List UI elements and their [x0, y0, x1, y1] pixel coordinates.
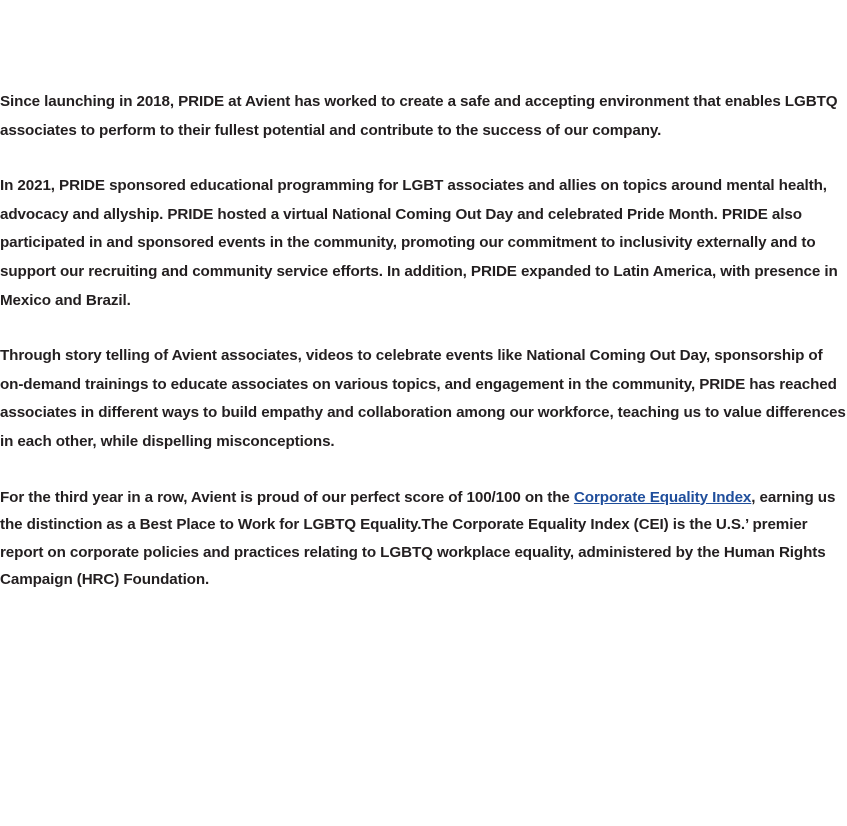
- paragraph-2021-programming: In 2021, PRIDE sponsored educational programming for LGBT associates and allies on topics around mental health, advocacy and allyship. PRIDE hosted a virtual National Coming Out Day and celebrated Pride Month. PRIDE also participated in and sponsored events in the community, promoting our commitment to inclusivity externally and to support our recruiting and community service efforts. In addition, PRIDE expanded to Latin America, with presence in Mexico and Brazil.: [0, 177, 838, 309]
- paragraph-intro: Since launching in 2018, PRIDE at Avient has worked to create a safe and accepting environment that enables LGBTQ associates to perform to their fullest potential and contribute to the success of our company.: [0, 93, 838, 139]
- document-body: [0, 88, 847, 594]
- paragraph-story-telling: Through story telling of Avient associates, videos to celebrate events like National Coming Out Day, sponsorship of on-demand trainings to educate associates on various topics, and engagement in the community, PRIDE has reached associates in different ways to build empathy and collaboration among our workforce, teaching us to value differences in each other, while dispelling misconceptions.: [0, 347, 846, 450]
- cei-tail-text: , earning us the distinction as a Best Place to Work for LGBTQ Equality.The Corporate Equality Index (CEI) is the U.S.’ premier report on corporate policies and practices relating to LGBTQ workplace equality, administered by the Human Rights Campaign (HRC) Foundation.: [0, 488, 836, 589]
- corporate-equality-index-link[interactable]: Corporate Equality Index: [573, 488, 752, 506]
- cei-lead-text: For the third year in a row, Avient is proud of our perfect score of 100/100 on the: [0, 488, 574, 506]
- paragraph-corporate-equality-index: [0, 484, 847, 594]
